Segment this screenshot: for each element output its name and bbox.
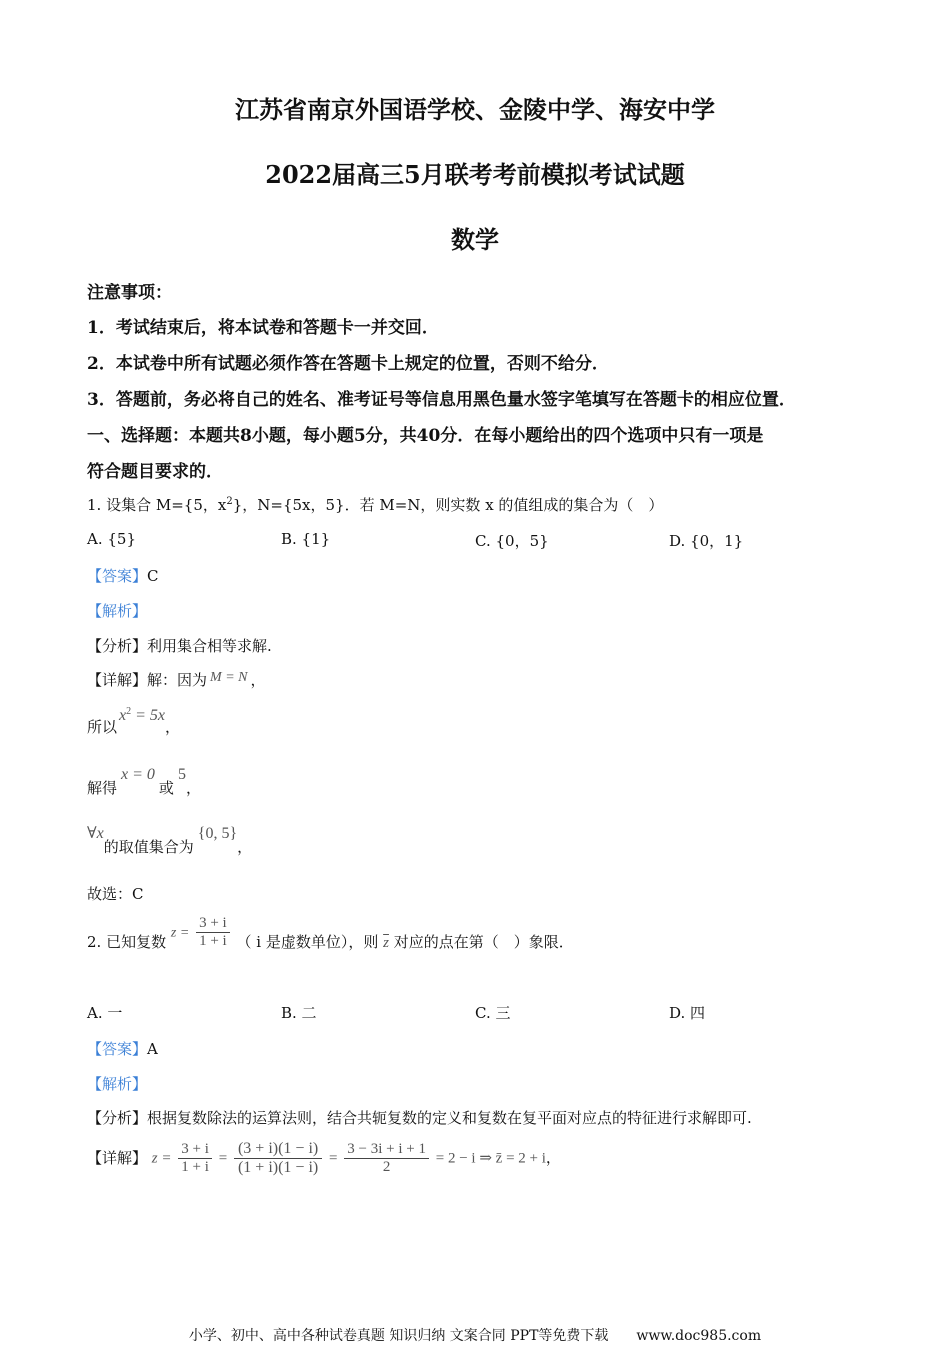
q1-analysis-label: 【解析】 [87,602,148,620]
section-heading-cont: 符合题目要求的． [87,462,223,482]
forall-math: ∀x [87,825,104,842]
eq-equals: = [329,1150,338,1167]
eq-equals: = [218,1150,228,1167]
answer-value: A [147,1040,158,1058]
q2-option-c: C. 三 [475,1004,511,1022]
page-title-line2: 2022届高三5月联考考前模拟考试试题 [265,160,685,189]
q2-stem-prefix: 2. 已知复数 [87,932,167,951]
q1-detail [87,669,266,690]
set-end: ， [237,838,253,856]
notice-item: 2．本试卷中所有试题必须作答在答题卡上规定的位置，否则不给分． [87,354,609,374]
eq-frac-2 [234,1140,322,1177]
jiede-math: x = 0 [121,766,155,783]
subject-title: 数学 [451,225,499,254]
answer-label: 【答案】 [87,567,148,585]
detail-end: ， [250,671,266,689]
q2-option-b: B. 二 [281,1004,317,1022]
q1-stem-set: M={5，x [155,496,227,514]
section-heading: 一、选择题：本题共8小题，每小题5分，共40分．在每小题给出的四个选项中只有一项是 [87,426,764,446]
suoyi-end: ， [165,718,181,736]
q1-set [87,822,253,856]
q2-zbar: $\overline{z}$ [383,934,389,951]
q1-suoyi [87,704,181,736]
huo-label: 或 [158,779,174,797]
q2-option-a: A. 一 [87,1004,123,1022]
q1-option-d: D. {0，1} [669,532,744,550]
eq-frac-2-den: (1 + i)(1 − i) [234,1158,322,1177]
q1-jiede [87,763,201,797]
page-title-line1: 江苏省南京外国语学校、金陵中学、海安中学 [235,95,715,124]
q2-analysis-label: 【解析】 [87,1075,148,1093]
suoyi-sup: 2 [126,706,132,717]
q1-stem-prefix: 1. 设集合 [87,496,152,514]
eq-tail: = 2 − i ⇒ z̄ = 2 + i [435,1150,546,1167]
q1-option-c: C. {0，5} [475,532,549,550]
detail-math: M = N [210,670,248,685]
question-2-stem [87,915,574,950]
eq-frac-1 [178,1141,212,1176]
q2-z-eq: z = [170,925,190,941]
q1-option-a: A. {5} [87,530,136,548]
question-1-stem [87,494,663,515]
notice-item: 1．考试结束后，将本试卷和答题卡一并交回． [87,318,439,338]
detail-label: 【详解】 [87,1148,148,1167]
suoyi-math-b: = 5x [131,707,166,724]
answer-label: 【答案】 [87,1040,148,1058]
q1-stem-rest: }，N={5x，5}．若 M=N，则实数 x 的值组成的集合为（ ） [232,496,664,514]
q2-frac-den: 1 + i [196,932,230,950]
page-footer: 小学、初中、高中各种试卷真题 知识归纳 文案合同 PPT等免费下载 www.doc985.com [188,1328,762,1344]
jiede-end: ， [185,779,201,797]
eq-frac-1-num: 3 + i [181,1141,209,1157]
notice-item: 3．答题前，务必将自己的姓名、准考证号等信息用黑色量水签字笔填写在答题卡的相应位置． [87,390,796,410]
jiede-five: 5 [177,766,186,783]
jiede-label: 解得 [87,779,118,797]
eq-end: ， [545,1148,561,1167]
suoyi-label: 所以 [87,718,118,736]
eq-frac-3-den: 2 [344,1158,429,1176]
eq-frac-1-den: 1 + i [178,1158,212,1176]
eq-frac-3 [344,1141,429,1176]
eq-frac-2-num: (3 + i)(1 − i) [237,1140,319,1157]
suoyi-math-a: x [119,707,127,724]
q2-option-d: D. 四 [669,1004,706,1022]
q2-stem-rest: 对应的点在第（ ）象限． [393,932,574,951]
q1-option-b: B. {1} [281,530,331,548]
q2-stem-mid: （ i 是虚数单位），则 [236,932,379,951]
notice-heading: 注意事项： [87,283,172,303]
q2-frac-num: 3 + i [199,915,227,931]
q1-stem-sup: 2 [226,496,233,507]
q2-detail [87,1140,561,1177]
q1-fenxi: 【分析】利用集合相等求解. [87,637,272,655]
q1-guxuan: 故选：C [87,885,144,903]
eq-z: z = [151,1150,172,1167]
q2-answer [87,1038,158,1059]
detail-text: 解：因为 [147,671,208,689]
answer-value: C [147,567,159,585]
eq-frac-3-num: 3 − 3i + i + 1 [347,1141,426,1157]
set-text: 的取值集合为 [103,838,194,856]
q2-fraction [196,915,230,950]
q2-fenxi: 【分析】根据复数除法的运算法则，结合共轭复数的定义和复数在复平面对应点的特征进行求解即可. [87,1109,752,1127]
set-math: {0, 5} [197,825,238,842]
q1-answer [87,565,159,586]
detail-label: 【详解】 [87,671,148,689]
